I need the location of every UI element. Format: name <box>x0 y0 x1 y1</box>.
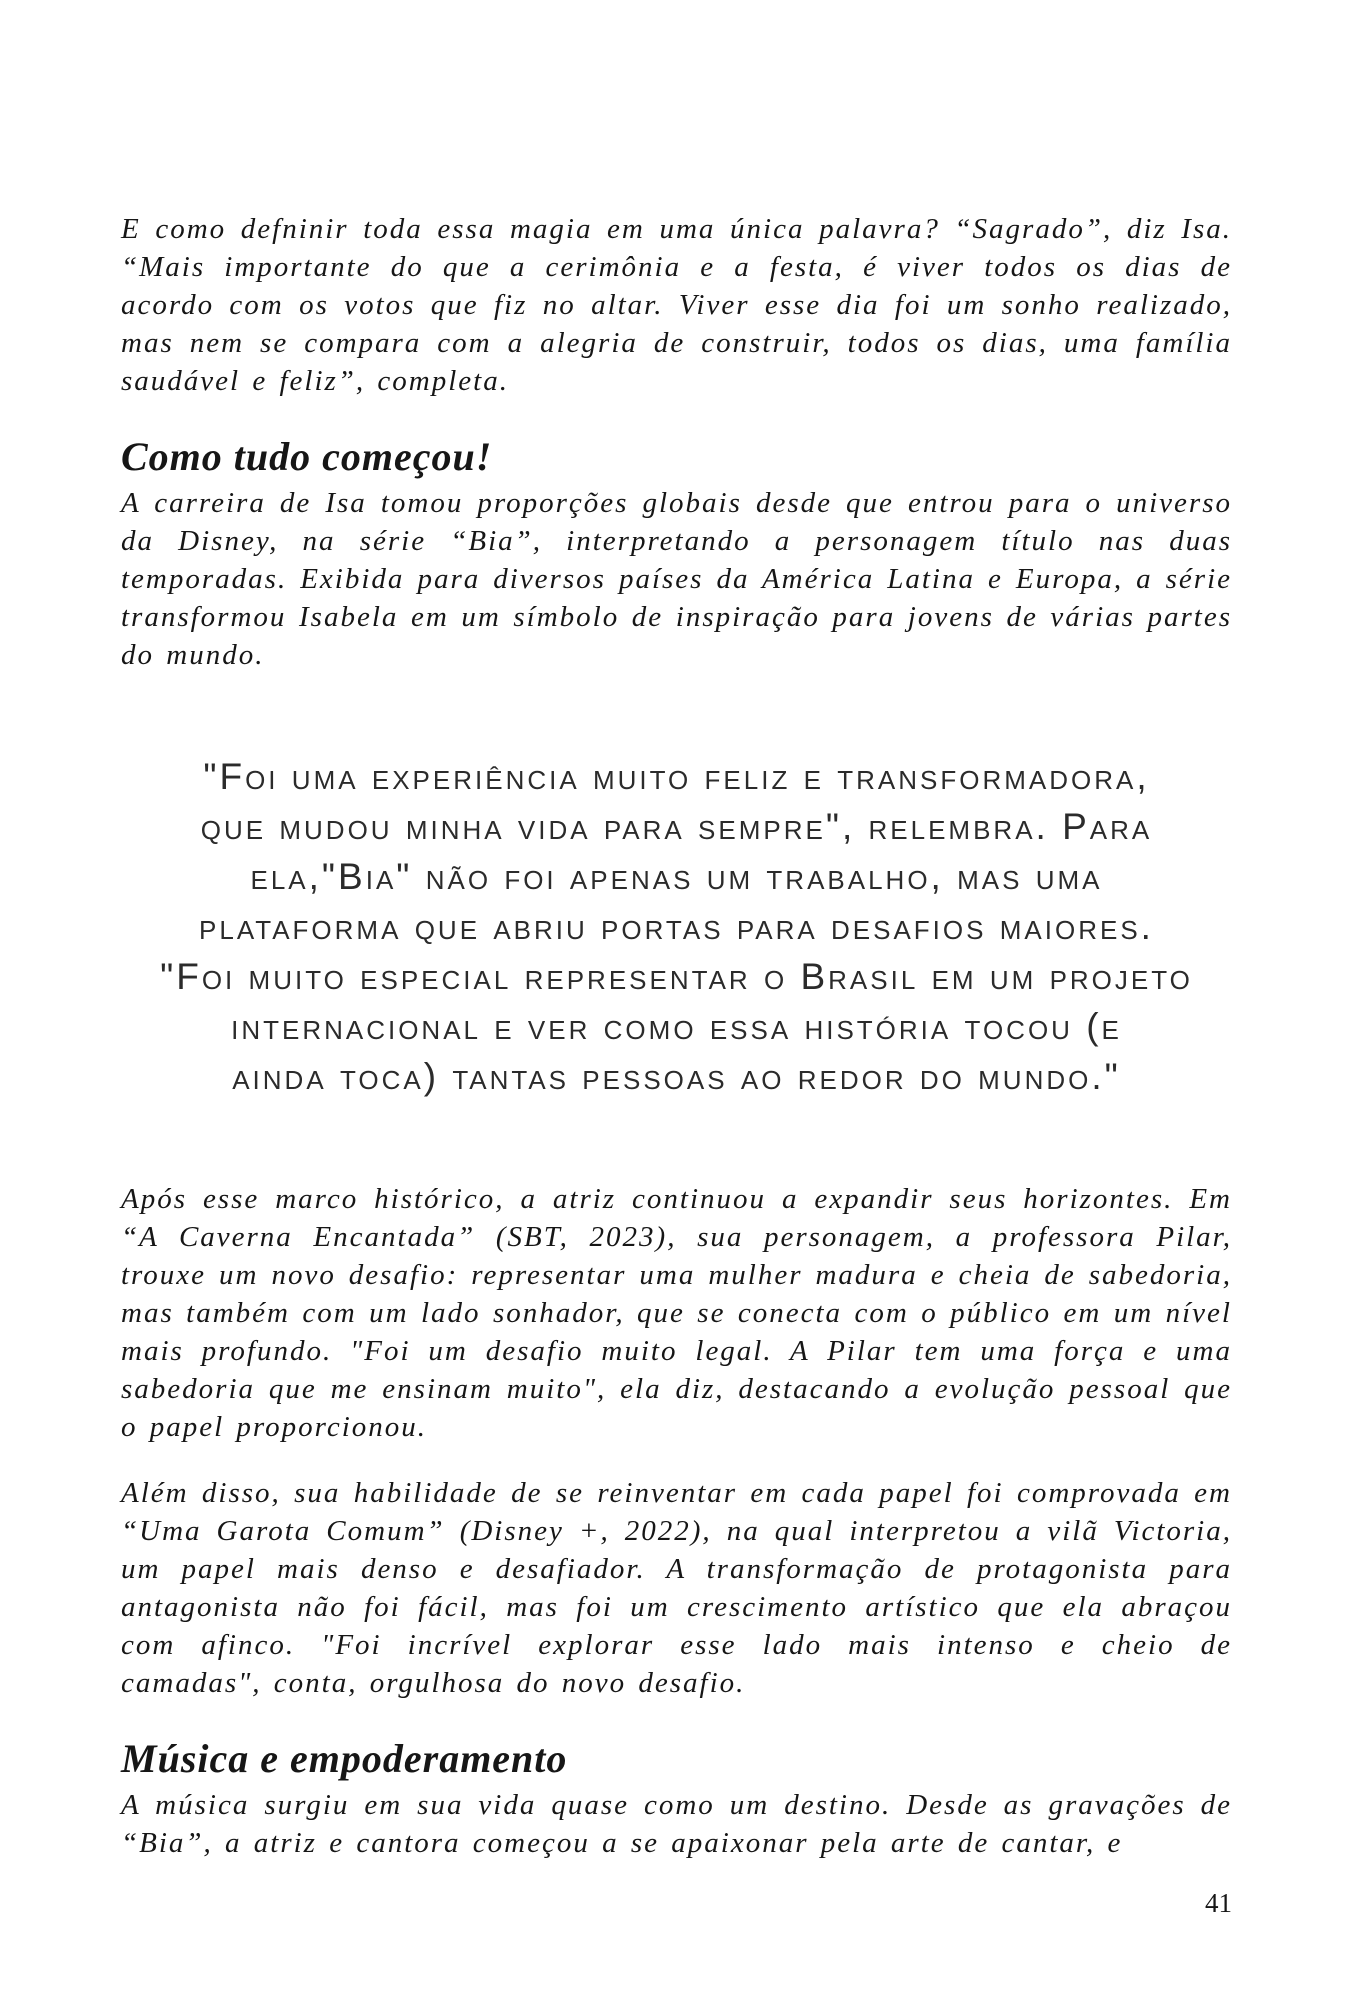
pull-quote-line: internacional e ver como essa história tocou (e <box>231 1006 1122 1047</box>
paragraph-uma-garota-comum: Além disso, sua habilidade de se reinventar em cada papel foi comprovada em “Uma Garota Comum” (Disney +, 2022), na qual interpretou a vilã Victoria, um papel mais denso e desafiador. A transformação de protagonista para antagonista não foi fácil, mas foi um crescimento artístico que ela abraçou com afinco. "Foi incrível explorar esse lado mais intenso e cheio de camadas", conta, orgulhosa do novo desafio. <box>121 1477 1232 1699</box>
paragraph-caverna-encantada: Após esse marco histórico, a atriz continuou a expandir seus horizontes. Em “A Caverna Encantada” (SBT, 2023), sua personagem, a professora Pilar, trouxe um novo desafio: representar uma mulher madura e cheia de sabedoria, mas também com um lado sonhador, que se conecta com o público em um nível mais profundo. "Foi um desafio muito legal. A Pilar tem uma força e uma sabedoria que me ensinam muito", ela diz, destacando a evolução pessoal que o papel proporcionou. <box>121 1183 1232 1443</box>
intro-paragraph: E como defninir toda essa magia em uma única palavra? “Sagrado”, diz Isa. “Mais importante do que a cerimônia e a festa, é viver todos os dias de acordo com os votos que fiz no altar. Viver esse dia foi um sonho realizado, mas nem se compara com a alegria de construir, todos os dias, uma família saudável e feliz”, completa. <box>121 213 1232 397</box>
page-number: 41 <box>1205 1888 1232 1918</box>
pull-quote-line: "Foi uma experiência muito feliz e transformadora, <box>203 756 1150 797</box>
pull-quote-line: plataforma que abriu portas para desafios maiores. <box>199 906 1154 947</box>
paragraph-carreira-disney: A carreira de Isa tomou proporções globais desde que entrou para o universo da Disney, na série “Bia”, interpretando a personagem título nas duas temporadas. Exibida para diversos países da América Latina e Europa, a série transformou Isabela em um símbolo de inspiração para jovens de várias partes do mundo. <box>121 487 1232 671</box>
pull-quote-line: ainda toca) tantas pessoas ao redor do mundo." <box>232 1056 1121 1097</box>
paragraph-musica: A música surgiu em sua vida quase como um destino. Desde as gravações de “Bia”, a atriz e cantora começou a se apaixonar pela arte de cantar, e <box>121 1789 1232 1859</box>
pull-quote-line: "Foi muito especial representar o Brasil em um projeto <box>160 956 1193 997</box>
section-heading-musica-e-empoderamento: Música e empoderamento <box>121 1736 568 1781</box>
pull-quote <box>121 752 1232 1102</box>
article-text-column <box>121 210 1232 1890</box>
pull-quote-line: ela,"Bia" não foi apenas um trabalho, mas uma <box>250 856 1103 897</box>
section-heading-como-tudo-comecou: Como tudo começou! <box>121 434 493 479</box>
pull-quote-line: que mudou minha vida para sempre", relembra. Para <box>200 806 1153 847</box>
